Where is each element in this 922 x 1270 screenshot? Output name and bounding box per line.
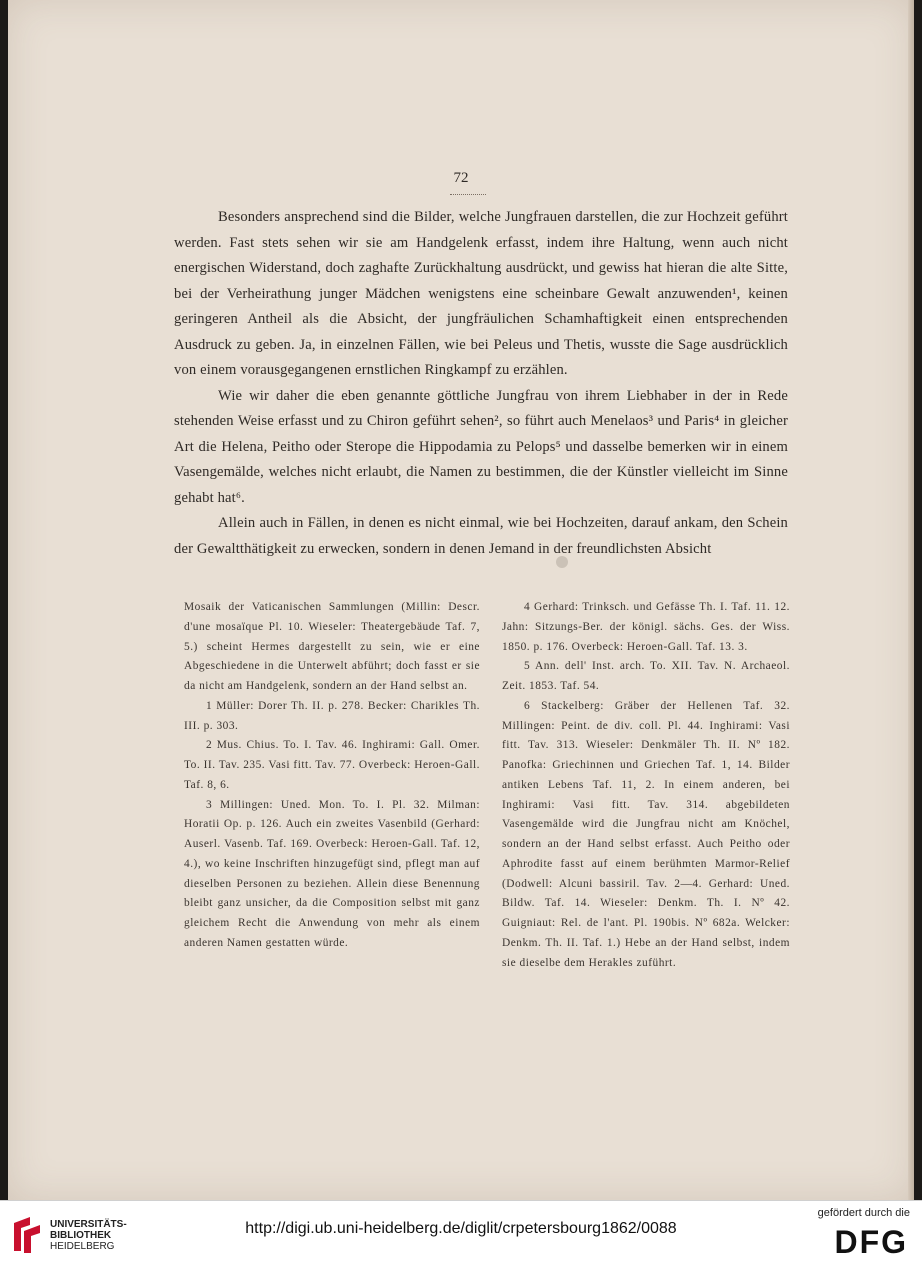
footnotes-left-column (184, 598, 480, 954)
paper-stain (556, 556, 568, 568)
funder-label: gefördert durch die (817, 1207, 910, 1219)
logo-line: UNIVERSITÄTS- (50, 1219, 127, 1230)
footnote: 6 Stackelberg: Gräber der Hellenen Taf. 32. Millingen: Peint. de div. coll. Pl. 44. Inghirami: Vasi fitt. Tav. 313. Wieseler: Denkmäler Th. II. Nº 182. Panofka: Griechinnen und Griechen Taf. 1, 14. Bilder antiken Lebens Taf. 11, 2. In einem anderen, bei Inghirami: Vasi fitt. Tav. 314. abgebildeten Vasengemälde wird die Jungfrau nicht am Knöchel, sondern an der Hand selbst erfasst. Auch Peitho oder Aphrodite fasst auf einem berühmten Marmor-Relief (Dodwell: Alcuni bassiril. Tav. 2—4. Gerhard: Uned. Bildw. Taf. 14. Wieseler: Denkm. Th. I. Nº 42. Guigniaut: Rel. de l'ant. Pl. 190bis. Nº 682a. Welcker: Denkm. Th. II. Taf. 1.) Hebe an der Hand selbst, indem sie dieselbe dem Herakles zuführt. (502, 699, 790, 969)
footnote: 4 Gerhard: Trinksch. und Gefässe Th. I. Taf. 11. 12. Jahn: Sitzungs-Ber. der königl. sächs. Ges. der Wiss. 1850. p. 176. Overbeck: Heroen-Gall. Taf. 13. 3. (502, 601, 790, 653)
permalink-url[interactable]: http://digi.ub.uni-heidelberg.de/diglit/crpetersbourg1862/0088 (245, 1220, 677, 1237)
body-paragraph: Wie wir daher die eben genannte göttliche Jungfrau von ihrem Liebhaber in der in Rede stehenden Weise erfasst und zu Chiron geführt sehen², so führt auch Menelaos³ und Paris⁴ in gleicher Art die Helena, Peitho oder Sterope die Hippodamia zu Pelops⁵ und dasselbe bemerken wir in einem Vasengemälde, welches nicht erlaubt, die Namen zu bestimmen, die der Künstler vielleicht im Sinne gehabt hat⁶. (174, 387, 788, 506)
footnotes-right-column (502, 598, 790, 973)
logo-line: BIBLIOTHEK (50, 1230, 112, 1241)
page-number-ornament (450, 190, 486, 195)
footnote: 2 Mus. Chius. To. I. Tav. 46. Inghirami: Gall. Omer. To. II. Tav. 235. Vasi fitt. Tav. 77. Overbeck: Heroen-Gall. Taf. 8, 6. (184, 739, 480, 791)
footnote: 1 Müller: Dorer Th. II. p. 278. Becker: Charikles Th. III. p. 303. (184, 699, 480, 732)
footnote: 3 Millingen: Uned. Mon. To. I. Pl. 32. Milman: Horatii Op. p. 126. Auch ein zweites Vasenbild (Gerhard: Auserl. Vasenb. Taf. 169. Overbeck: Heroen-Gall. Taf. 12, 4.), wo keine Inschriften hinzugefügt sind, pflegt man auf dieselben Personen zu beziehen. Allein diese Benennung bleibt ganz unsicher, da die Composition selbst mit ganz gleichem Recht die Anwendung von mehr als einem anderen Namen gestatten würde. (184, 798, 480, 949)
footnote: 5 Ann. dell' Inst. arch. To. XII. Tav. N. Archaeol. Zeit. 1853. Taf. 54. (502, 660, 790, 692)
page-number: 72 (453, 170, 469, 186)
footnote: Mosaik der Vaticanischen Sammlungen (Millin: Descr. d'une mosaïque Pl. 10. Wieseler: Theatergebäude Taf. 7, 5.) scheint Hermes dargestellt zu sein, wie er eine Abgeschiedene in die Unterwelt abführt; doch fasst er sie da nicht am Handgelenk, sondern an der Hand selbst an. (184, 601, 480, 692)
body-paragraph: Besonders ansprechend sind die Bilder, welche Jungfrauen darstellen, die zur Hochzeit geführt werden. Fast stets sehen wir sie am Handgelenk erfasst, indem ihre Haltung, wenn auch nicht energischen Widerstand, doch zaghafte Zurückhaltung ausdrückt, und gewiss hat hieran die alte Sitte, bei der Verheirathung junger Mädchen wenigstens eine scheinbare Gewalt anzuwenden¹, keinen geringeren Antheil als die Absicht, der jungfräulichen Schamhaftigkeit einen entsprechenden Ausdruck zu geben. Ja, in einzelnen Fällen, wie bei Peleus und Thetis, wusste die Sage ausdrücklich von einem vorausgegangenen ernstlichen Ringkampf zu erzählen. (174, 209, 788, 378)
viewer-footer (0, 1200, 922, 1270)
body-paragraph: Allein auch in Fällen, in denen es nicht einmal, wie bei Hochzeiten, darauf ankam, den Schein der Gewaltthätigkeit zu erwecken, sondern in denen Jemand in der freundlichsten Absicht (174, 515, 788, 557)
logo-line: HEIDELBERG (50, 1241, 115, 1252)
scanned-page (8, 0, 914, 1200)
body-text (174, 205, 788, 562)
dfg-logo[interactable]: DFG (834, 1224, 908, 1260)
